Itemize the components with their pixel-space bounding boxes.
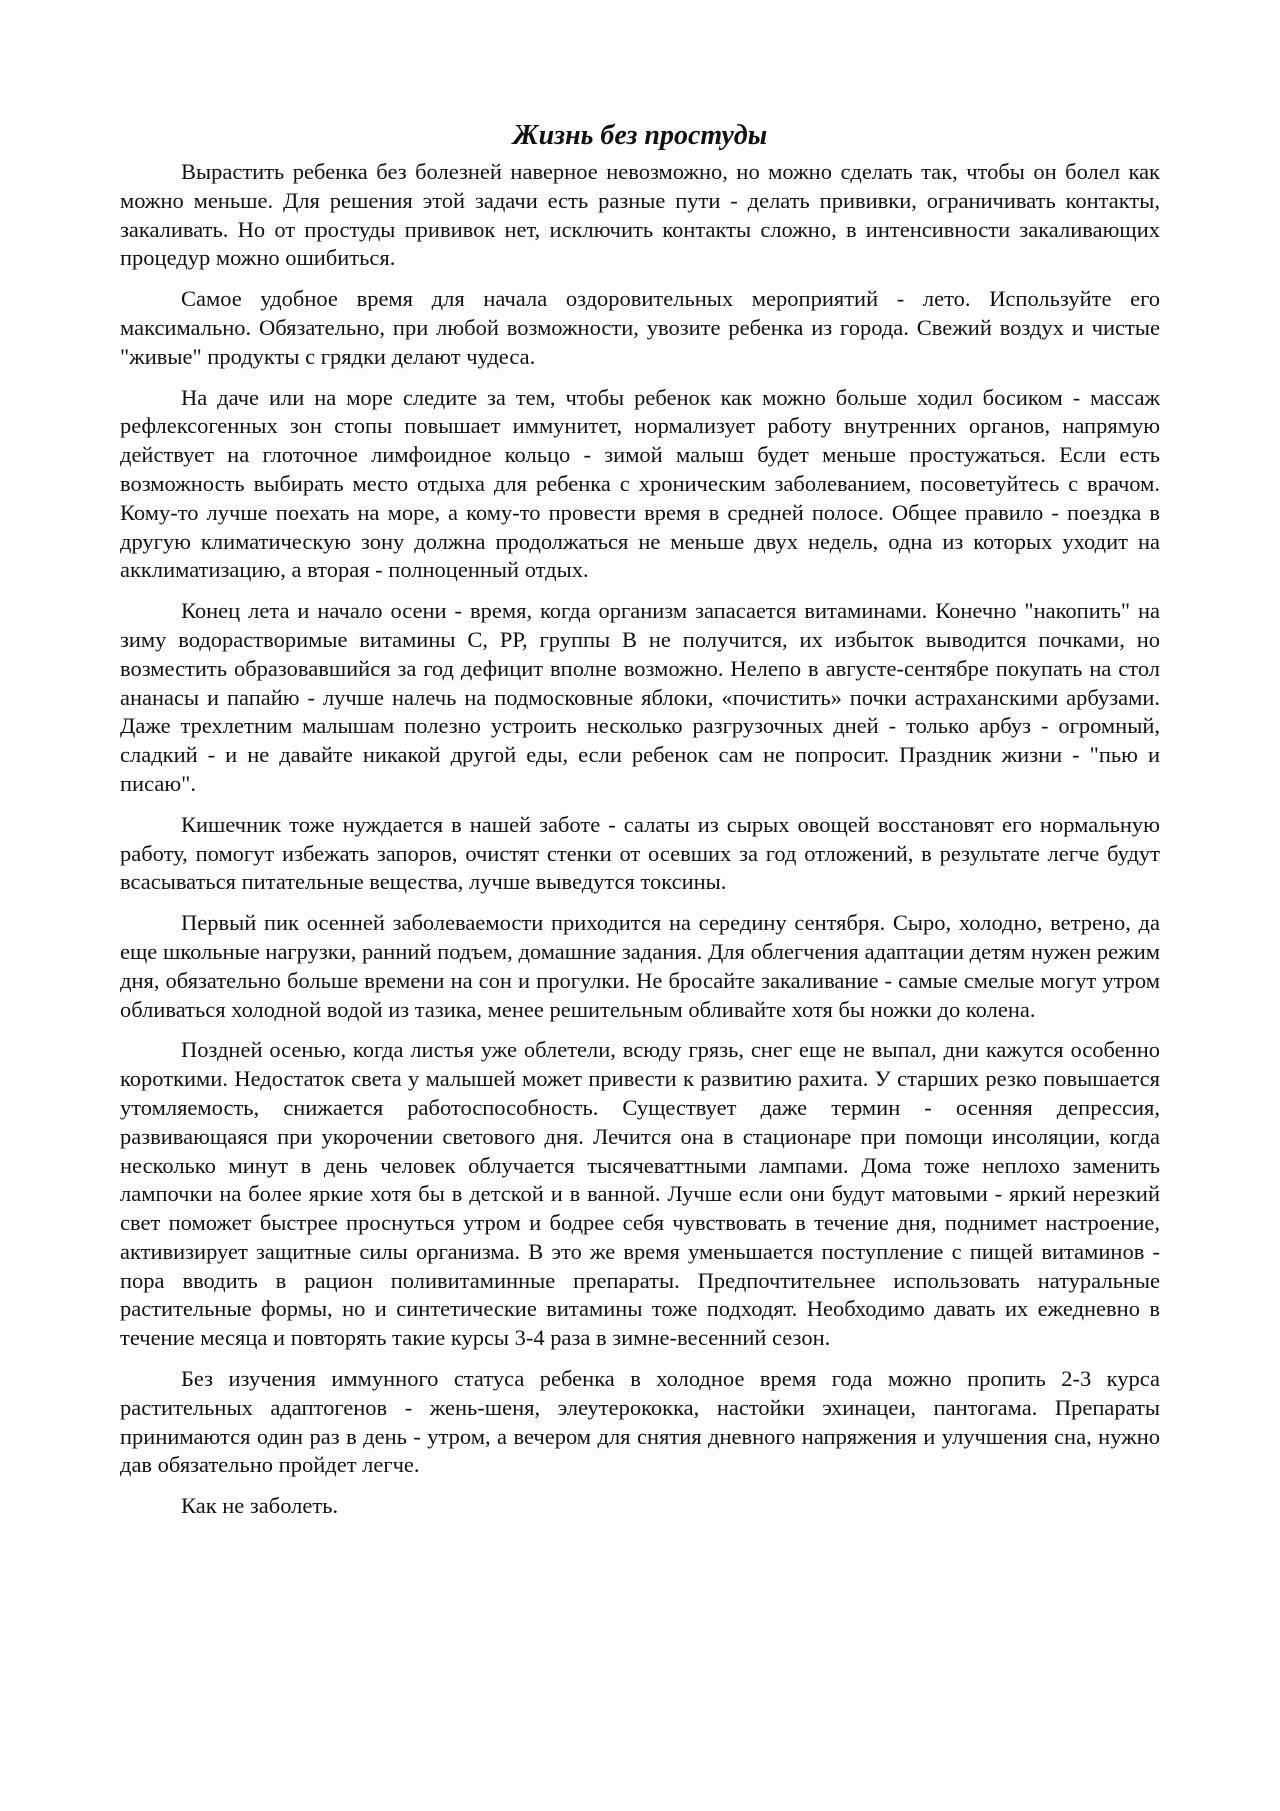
paragraph-vitamins: Конец лета и начало осени - время, когда организм запасается витаминами. Конечно "накопить" на зиму водорастворимые витамины С, РР, группы В не получится, их избыток выводится почками, но возместить образовавшийся за год дефицит вполне возможно. Нелепо в августе-сентябре покупать на стол ананасы и папайю - лучше налечь на подмосковные яблоки, «почистить» почки астраханскими арбузами. Даже трехлетним малышам полезно устроить несколько разгрузочных дней - только арбуз - огромный, сладкий - и не давайте никакой другой еды, если ребенок сам не попросит. Праздник жизни - "пью и писаю".: [120, 598, 1160, 796]
paragraph-intro: Вырастить ребенка без болезней наверное невозможно, но можно сделать так, чтобы он болел как можно меньше. Для решения этой задачи есть разные пути - делать прививки, ограничивать контакты, закаливать. Но от простуды прививок нет, исключить контакты сложно, в интенсивности закаливающих процедур можно ошибиться.: [120, 159, 1160, 271]
paragraph-closing: Как не заболеть.: [181, 1493, 339, 1519]
paragraph-adaptogens: Без изучения иммунного статуса ребенка в холодное время года можно пропить 2-3 курса растительных адаптогенов - жень-шеня, элеутерококка, настойки эхинацеи, пантогама. Препараты принимаются один раз в день - утром, а вечером для снятия дневного напряжения и улучшения сна, нужно дав обязательно пройдет легче.: [120, 1366, 1160, 1478]
paragraph-barefoot: На даче или на море следите за тем, чтобы ребенок как можно больше ходил босиком - массаж рефлексогенных зон стопы повышает иммунитет, нормализует работу внутренних органов, напрямую действует на глоточное лимфоидное кольцо - зимой малыш будет меньше простужаться. Если есть возможность выбирать место отдыха для ребенка с хроническим заболеванием, посоветуйтесь с врачом. Кому-то лучше поехать на море, а кому-то провести время в средней полосе. Общее правило - поездка в другую климатическую зону должна продолжаться не меньше двух недель, одна из которых уходит на акклиматизацию, а вторая - полноценный отдых.: [120, 384, 1160, 583]
paragraph-late-autumn: Поздней осенью, когда листья уже облетели, всюду грязь, снег еще не выпал, дни кажутся особенно короткими. Недостаток света у малышей может привести к развитию рахита. У старших резко повышается утомляемость, снижается работоспособность. Существует даже термин - осенняя депрессия, развивающаяся при укорочении светового дня. Лечится она в стационаре при помощи инсоляции, когда несколько минут в день человек облучается тысячеваттными лампами. Дома тоже неплохо заменить лампочки на более яркие хотя бы в детской и в ванной. Лучше если они будут матовыми - яркий нерезкий свет поможет быстрее проснуться утром и бодрее себя чувствовать в течение дня, поднимет настроение, активизирует защитные силы организма. В это же время уменьшается поступление с пищей витаминов - пора вводить в рацион поливитаминные препараты. Предпочтительнее использовать натуральные растительные формы, но и синтетические витамины тоже подходят. Необходимо давать их ежедневно в течение месяца и повторять такие курсы 3-4 раза в зимне-весенний сезон.: [120, 1037, 1160, 1351]
document-body: [120, 118, 1160, 1533]
paragraph-intestine: Кишечник тоже нуждается в нашей заботе - салаты из сырых овощей восстановят его нормальную работу, помогут избежать запоров, очистят стенки от осевших за год отложений, в результате легче будут всасываться питательные вещества, лучше выведутся токсины.: [120, 811, 1160, 895]
paragraph-summer: Самое удобное время для начала оздоровительных мероприятий - лето. Используйте его максимально. Обязательно, при любой возможности, увозите ребенка из города. Свежий воздух и чистые "живые" продукты с грядки делают чудеса.: [120, 286, 1160, 369]
document-title: Жизнь без простуды: [512, 120, 768, 151]
paragraph-september: Первый пик осенней заболеваемости приходится на середину сентября. Сыро, холодно, ветрено, да еще школьные нагрузки, ранний подъем, домашние задания. Для облегчения адаптации детям нужен режим дня, обязательно больше времени на сон и прогулки. Не бросайте закаливание - самые смелые могут утром обливаться холодной водой из тазика, менее решительным обливайте хотя бы ножки до колена.: [120, 910, 1160, 1022]
